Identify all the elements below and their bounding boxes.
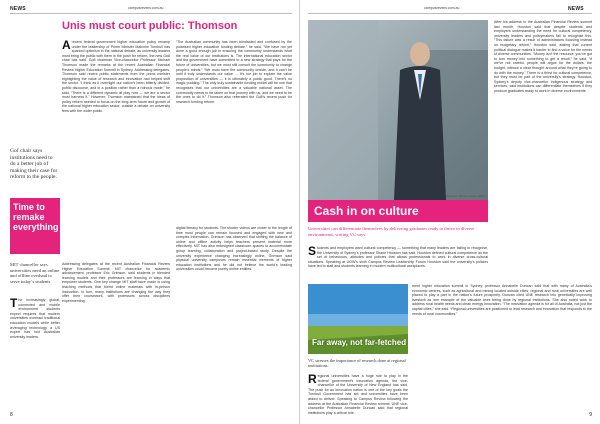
headline-block xyxy=(308,200,488,222)
photo-professor xyxy=(308,20,488,200)
article-body-col1: Arecent federal government higher education policy revamp under the leadership of Prime Minister Malcolm Turnbull has sparked optimism in the national debate, as university leaders must bring the public with them in the push for reform, the new Go8 chair has said. Go8 chairman Vice-chancellor Professor Michael Thomson made the remarks at the recent Australian Financial Review Higher Education Summit in Sydney. Addressing delegates, Thomson said recent public statements from the prime minister highlighting the value of research and innovation had helped shift the sector. “I think as if overnight our nation’s been bitterly divided, public discourse, and in a position rather than a ruinous mode,” he said. “There is a different dynamic at play now — we are a sector must harness it.” However, Thomson maintained that the ideas of policy reform needed to focus on the long-term future and growth of the national higher education sector, outside a debate on university fees with the wider public. xyxy=(62,38,170,113)
article-body-col2: Addressing delegates at the recent Australian Financial Review Higher Education Summit, MIT chancellor for academic advancement, professor Eric Grimson, said students in blended learning models and their professors are learning in ways that empower students. One key change MIT staff have made is using teaching methods that blend online materials with in-person instruction. In turn, many institutions are changing the way they offer their coursework, with professors across disciplines experimenting. xyxy=(62,262,170,303)
article-headline: Far away, not far-fetched xyxy=(312,338,407,347)
page-right xyxy=(300,0,600,424)
article-body-col2: ment higher education summit in Sydney, professor Annabelle Duncan said that with many of Australia’s economic centres, such as agricultural and mining located outside cities, regional and rural universities are well placed to play a part in the nation’s future prosperity. Duncan cited UNE research into genetically improving livestock as one example of the valuable work being done by regional institutions. She also noted work to address rural health needs and clean energy innovation. “The innovation agenda is for all of Australia, not just the capital cities,” she said. “Regional universities are positioned to lead research and innovation that responds to the needs of rural communities.” xyxy=(412,284,593,316)
site-url: campusreview.com.au xyxy=(424,6,460,10)
article-body-right: After his address to the Australian Financial Review summit last month, Houston said that despite students and employers understanding the need for cultural competency, university leaders and policymakers fail to recognise this. “This failure was a result of administrators focusing instead on budgetary reform,” Houston said, adding that current political dialogue makes it harder to find a voice for the needs of diverse communities. “Money isn’t the resource, you’ve got to turn money into something to get a result,” he said. “If we’ve not careful, people will argue for the dollars, the budget, without a clear thought around what they’re going to do with the money.” There is a thirst for cultural competence, but they must be part of the university’s strategy. Houston, Sydney’s deputy vice-chancellor Indigenous strategy and services, said institutions can differentiate themselves if they produce graduates ready to work in diverse environments. xyxy=(494,20,592,93)
top-rule xyxy=(10,13,292,14)
article-body-col1: Regional universities have a huge role to play in the federal government’s innovation agenda, the vice-chancellor of the University of New England has said. The push for an innovation nation is one of the key goals the Turnbull Government has set and universities have been asked to deliver. Speaking to Campus Review following the address at the Australian Financial Review summit, UNE vice-chancellor Professor Annabelle Duncan said that regional institutions play a critical role. xyxy=(308,372,408,415)
article-standfirst: VC stresses the importance of research done at regional institutions. xyxy=(308,358,406,369)
article-body-main: Students and employers want cultural competency — something that many leaders are failing to recognise, the University of Sydney’s professor Shane Houston has said. Houston defined cultural competence as the set of behaviours, attitudes and policies that allows professionals to work in diverse cross-cultural situations. Speaking at UOW’s sixth Campus Review Leadership Forum Houston said the university’s policies have led to staff and students learning in modern multicultural workplaces. xyxy=(308,244,488,269)
page-number: 8 xyxy=(10,412,13,418)
page-number: 9 xyxy=(589,412,592,418)
article-body-col2: “The Australian community has been blindsided and confused by the polarised higher education funding debate,” he said. “We have not yet done a good enough job in ensuring the community understands what the real value of our institutions is. The international education sector and the government have committed to a new strategy that pays for the future of universities, but we must still consult the community to change people’s minds.” “We must have the community onside, and it can’t be until it truly understands our value … It’s our job to explain the value proposition of universities — it is ultimately a public good. There’s no magic pudding.” The only truly sustainable funding model will be one that recognises that our universities are a valuable national asset. The community needs to be taken on that journey with us, and we need to be the ones to do it.” Thomson also reiterated the Go8’s recent push for research funding reform. xyxy=(176,40,292,104)
article-body-col1: The increasingly global, connected and mobile environment students expect requires that modern universities overhaul traditional education models while better leveraging technology, a US expert has told Australian university leaders. xyxy=(10,296,60,339)
article-body-col3: digital literacy for students. The shorter videos are closer to the length of time most people can remain focused and engaged with new and complex information. Grimson has observed that shifting the balance of online and offline activity helps teachers present material more effectively. MIT has also redesigned classroom spaces to accommodate group learning, collaboration and project-based study. Despite the university experience changing increasingly online, Grimson said physical university campuses remain essential elements of higher education institutions and he did not believe the world’s leading universities could become purely online entities. xyxy=(176,226,292,272)
site-url: campusreview.com.au xyxy=(128,6,164,10)
article-headline: Time to remake everything xyxy=(13,202,59,232)
headline-block xyxy=(10,198,60,254)
article-headline: Cash in on culture xyxy=(314,204,419,218)
photo-caption: Professor Barney Glover, WSU xyxy=(446,194,485,198)
top-rule xyxy=(308,13,592,14)
article-standfirst: MIT chancellor says universities need an online and offline overhaul to serve today’s students. xyxy=(10,262,60,284)
article-headline: Unis must court public: Thomson xyxy=(62,20,238,32)
article-standfirst: Gof chair says institutions need to do a better job of making their case for reform to the people. xyxy=(10,148,58,181)
photo-regional-field xyxy=(308,284,408,354)
section-label: NEWS xyxy=(10,6,26,12)
section-label: NEWS xyxy=(568,6,584,12)
photo-illustration xyxy=(308,20,488,200)
article-standfirst: Universities can differentiate themselves by delivering graduates ready to thrive in diverse environments, writing VC says. xyxy=(308,226,475,237)
